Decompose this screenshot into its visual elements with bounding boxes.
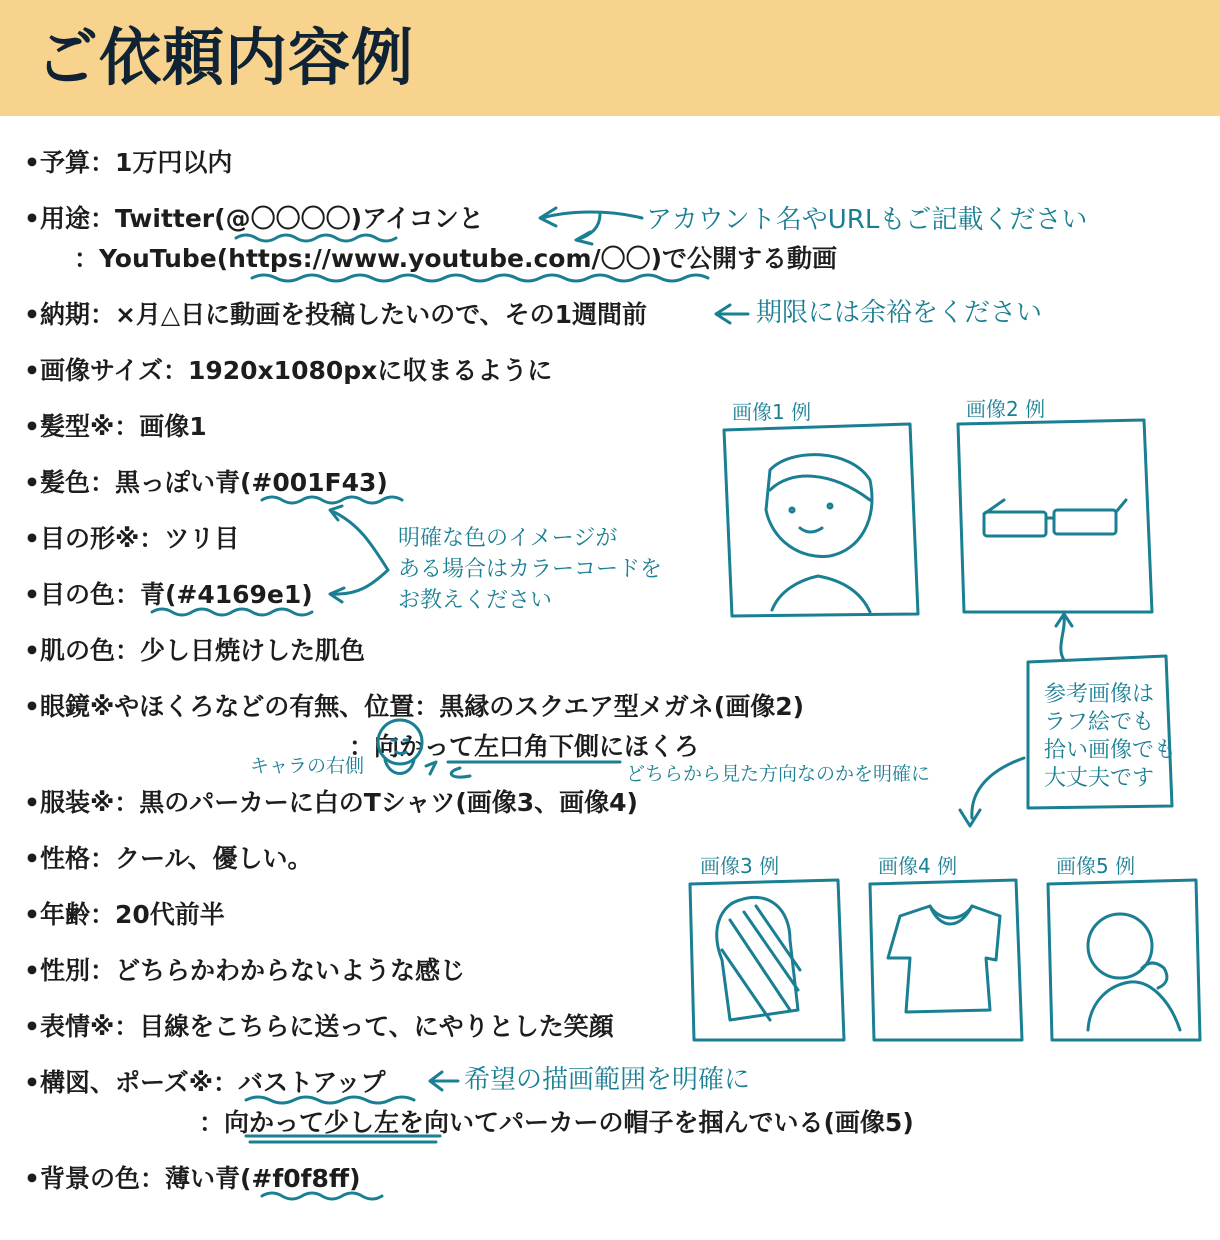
image-5-frame (1048, 880, 1200, 1040)
image-3-caption: 画像3 例 (700, 854, 780, 878)
row-usage: •用途：Twitter(@〇〇〇〇)アイコンと (24, 204, 484, 233)
underline-eye-color (152, 609, 312, 615)
image-4-caption: 画像4 例 (878, 854, 958, 878)
arrow-reference-down (960, 758, 1024, 826)
row-background-color: •背景の色：薄い青(#f0f8ff) (24, 1164, 361, 1193)
image-4-tshirt-sketch (888, 906, 1000, 1012)
underline-url (252, 275, 708, 281)
note-character-right: キャラの右側 (250, 755, 365, 777)
row-clothes: •服装※：黒のパーカーに白のTシャツ(画像3、画像4) (24, 788, 638, 817)
note-reference-line4: 大丈夫です (1044, 766, 1155, 791)
image-5-pose-sketch (1088, 914, 1180, 1030)
row-eye-color: •目の色：青(#4169e1) (24, 580, 313, 609)
note-reference-line3: 拾い画像でも (1044, 738, 1177, 763)
image-2-caption: 画像2 例 (966, 397, 1046, 421)
underline-hair-color (262, 497, 402, 503)
arrow-color-bracket (330, 506, 388, 602)
row-personality: •性格：クール、優しい。 (24, 844, 313, 873)
arrow-reference-up (1056, 614, 1072, 660)
row-budget: •予算：1万円以内 (24, 148, 233, 177)
row-usage-2: ：YouTube(https://www.youtube.com/〇〇)で公開する動画 (24, 244, 838, 273)
note-color-line2: ある場合はカラーコードを (398, 557, 663, 582)
underline-bg-color (262, 1193, 382, 1199)
note-color-line1: 明確な色のイメージが (398, 526, 618, 551)
underline-pose (246, 1136, 440, 1142)
image-1-frame (724, 424, 918, 616)
underline-mole (448, 762, 620, 777)
arrow-account (540, 208, 642, 244)
image-3-hoodie-sketch (717, 897, 800, 1020)
underline-bust-up (246, 1097, 414, 1103)
arrow-range (430, 1072, 458, 1090)
image-1-caption: 画像1 例 (732, 400, 812, 424)
row-skin-color: •肌の色：少し日焼けした肌色 (24, 636, 365, 665)
underline-twitter (236, 235, 396, 241)
note-account: アカウント名やURLもご記載ください (646, 205, 1088, 235)
row-mole: ：向かって左口角下側にほくろ (24, 732, 700, 761)
row-age: •年齢：20代前半 (24, 900, 225, 929)
note-reference-line2: ラフ絵でも (1044, 710, 1155, 735)
page-title: ご依頼内容例 (36, 21, 415, 94)
image-4-frame (870, 880, 1022, 1040)
reference-note-box (1028, 656, 1172, 808)
note-color-line3: お教えください (398, 588, 553, 613)
note-range: 希望の描画範囲を明確に (464, 1065, 751, 1095)
row-gender: •性別：どちらかわからないような感じ (24, 956, 465, 985)
row-hairstyle: •髪型※：画像1 (24, 412, 207, 441)
row-eye-shape: •目の形※：ツリ目 (24, 524, 240, 553)
note-reference-line1: 参考画像は (1044, 682, 1155, 707)
image-2-glasses-sketch (984, 500, 1126, 536)
character-sketch (378, 720, 436, 774)
row-pose: ：向かって少し左を向いてパーカーの帽子を掴んでいる(画像5) (24, 1108, 914, 1137)
row-image-size: •画像サイズ：1920x1080pxに収まるように (24, 356, 553, 385)
row-hair-color: •髪色：黒っぽい青(#001F43) (24, 468, 388, 497)
arrow-deadline (716, 305, 748, 323)
image-5-caption: 画像5 例 (1056, 854, 1136, 878)
image-1-person-sketch (766, 455, 872, 612)
note-deadline: 期限には余裕をください (756, 298, 1043, 328)
note-direction: どちらから見た方向なのかを明確に (626, 763, 931, 785)
row-expression: •表情※：目線をこちらに送って、にやりとした笑顔 (24, 1012, 614, 1041)
row-deadline: •納期：×月△日に動画を投稿したいので、その1週間前 (24, 300, 648, 329)
row-composition: •構図、ポーズ※：バストアップ (24, 1068, 386, 1097)
row-glasses: •眼鏡※やほくろなどの有無、位置：黒縁のスクエア型メガネ(画像2) (24, 692, 805, 721)
